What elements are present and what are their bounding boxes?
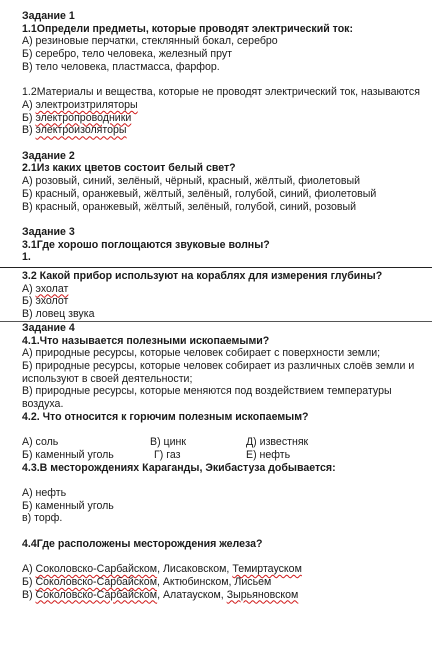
answer-option: Б) каменный уголь xyxy=(22,499,114,512)
task4-question-2: 4.2. Что относится к горючим полезным ископаемым? xyxy=(22,410,309,423)
task2-question-1: 2.1Из каких цветов состоит белый свет? xyxy=(22,162,236,175)
task1-heading: Задание 1 xyxy=(22,10,75,22)
answer-option: А) розовый, синий, зелёный, чёрный, красный, жёлтый, фиолетовый xyxy=(22,175,361,188)
task4-question-4: 4.4Где расположены месторождения железа? xyxy=(22,537,263,550)
answer-option: А) Соколовско-Сарбайском, Лисаковском, Темиртауском xyxy=(22,563,302,576)
answer-option: В) цинк xyxy=(150,436,187,449)
answer-option: Б) красный, оранжевый, жёлтый, зелёный, голубой, синий, фиолетовый xyxy=(22,187,377,200)
answer-option: А) соль xyxy=(22,436,59,449)
answer-grid-row xyxy=(22,436,428,449)
answer-option: Д) известняк xyxy=(246,436,309,449)
answer-option: А) природные ресурсы, которые человек собирает с поверхности земли; xyxy=(22,347,381,360)
answer-option: В) природные ресурсы, которые меняются под воздействием температуры воздуха. xyxy=(22,385,392,411)
answer-option: В) тело человека, пластмасса, фарфор. xyxy=(22,60,220,73)
answer-option: Б) каменный уголь xyxy=(22,448,114,461)
answer-grid-row xyxy=(22,449,428,462)
answer-option: Б) Соколовско-Сарбайском, Актюбинском, Лисьем xyxy=(22,575,272,588)
task1-question-1: 1.1Определи предметы, которые проводят электрический ток: xyxy=(22,22,354,35)
task3-question-2: 3.2 Какой прибор используют на кораблях для измерения глубины? xyxy=(22,270,383,283)
answer-option: Б) эхолот xyxy=(22,295,69,308)
answer-option: А) нефть xyxy=(22,486,67,499)
task4-question-3: 4.3.В месторождениях Караганды, Экибастуза добывается: xyxy=(22,461,336,474)
answer-option: А) резиновые перчатки, стеклянный бокал, серебро xyxy=(22,35,278,48)
answer-option: В) красный, оранжевый, жёлтый, зелёный, голубой, синий, розовый xyxy=(22,200,357,213)
answer-option: В) ловец звука xyxy=(22,308,95,321)
answer-option: В) Соколовско-Сарбайском, Алатауском, Зырьяновском xyxy=(22,588,299,601)
task1-question-2: 1.2Материалы и вещества, которые не проводят электрический ток, называются xyxy=(22,86,420,99)
answer-option: в) торф. xyxy=(22,512,63,525)
answer-option: Б) серебро, тело человека, железный прут xyxy=(22,48,233,61)
answer-option: В) электроизоляторы xyxy=(22,124,127,137)
answer-option: А) эхолат xyxy=(22,282,69,295)
task4-heading: Задание 4 xyxy=(22,321,75,334)
task3-heading: Задание 3 xyxy=(22,225,75,238)
answer-option: Б) электропроводники xyxy=(22,111,132,124)
task4-question-1: 4.1.Что называется полезными ископаемыми? xyxy=(22,334,270,347)
task2-heading: Задание 2 xyxy=(22,149,75,162)
worksheet xyxy=(22,10,428,601)
task3-question-1: 3.1Где хорошо поглощаются звуковые волны? xyxy=(22,238,270,251)
answer-blank: 1. xyxy=(22,251,31,264)
answer-option: Б) природные ресурсы, которые человек собирает из различных слоёв земли и используют в своей деятельности; xyxy=(22,359,415,385)
answer-option: Г) газ xyxy=(154,448,181,461)
answer-option: А) электроизтриляторы xyxy=(22,98,138,111)
answer-option: Е) нефть xyxy=(246,448,291,461)
divider xyxy=(0,267,432,268)
